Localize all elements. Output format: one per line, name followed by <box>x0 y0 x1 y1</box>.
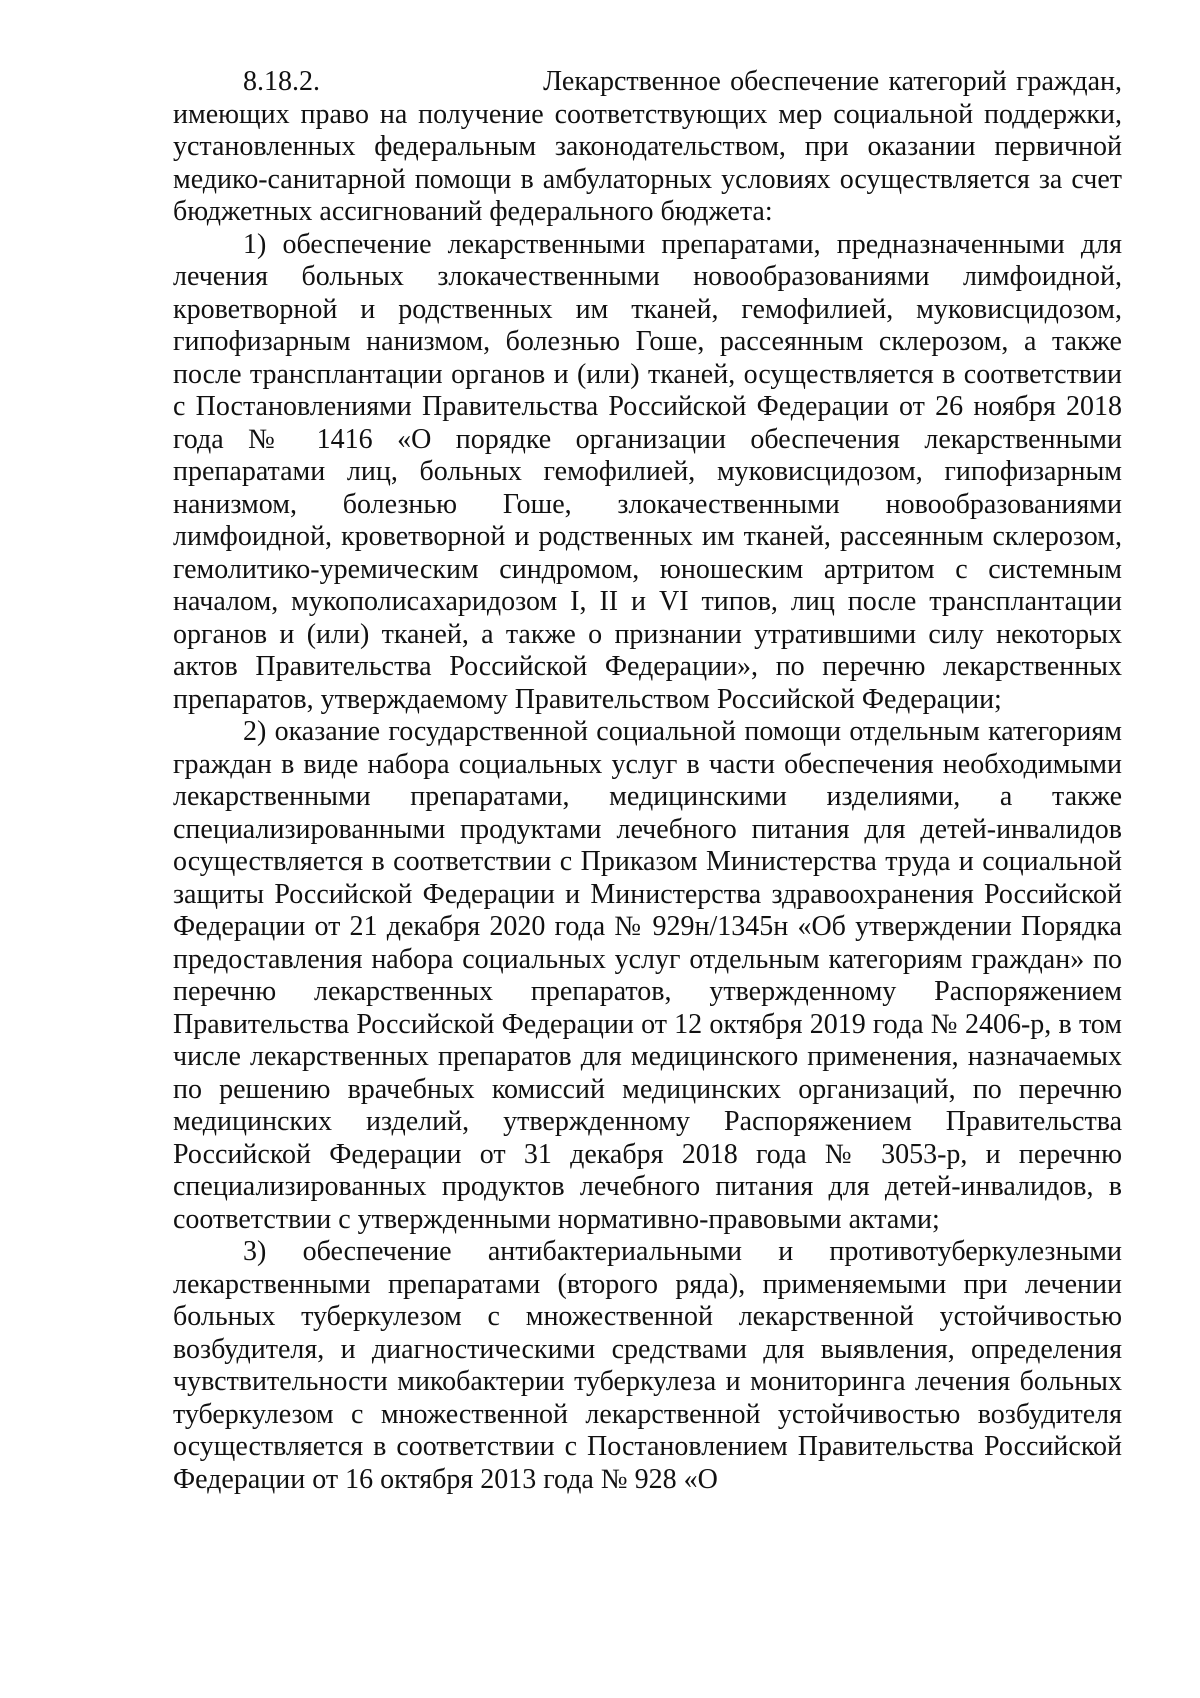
paragraph-item-1: 1) обеспечение лекарственными препаратами, предназначенными для лечения больных злокачественными новообразованиями лимфоидной, кроветворной и родственных им тканей, гемофилией, муковисцидозом, гипофизарным нанизмом, болезнью Гоше, рассеянным склерозом, а также после трансплантации органов и (или) тканей, осуществляется в соответствии с Постановлениями Правительства Российской Федерации от 26 ноября 2018 года № 1416 «О порядке организации обеспечения лекарственными препаратами лиц, больных гемофилией, муковисцидозом, гипофизарным нанизмом, болезнью Гоше, злокачественными новообразованиями лимфоидной, кроветворной и родственных им тканей, рассеянным склерозом, гемолитико-уремическим синдромом, юношеским артритом с системным началом, мукополисахаридозом I, II и VI типов, лиц после трансплантации органов и (или) тканей, а также о признании утратившими силу некоторых актов Правительства Российской Федерации», по перечню лекарственных препаратов, утверждаемому Правительством Российской Федерации; <box>173 228 1122 715</box>
document-body <box>173 66 1122 1496</box>
paragraph-item-2: 2) оказание государственной социальной помощи отдельным категориям граждан в виде набора социальных услуг в части обеспечения необходимыми лекарственными препаратами, медицинскими изделиями, а также специализированными продуктами лечебного питания для детей-инвалидов осуществляется в соответствии с Приказом Министерства труда и социальной защиты Российской Федерации и Министерства здравоохранения Российской Федерации от 21 декабря 2020 года № 929н/1345н «Об утверждении Порядка предоставления набора социальных услуг отдельным категориям граждан» по перечню лекарственных препаратов, утвержденному Распоряжением Правительства Российской Федерации от 12 октября 2019 года № 2406-р, в том числе лекарственных препаратов для медицинского применения, назначаемых по решению врачебных комиссий медицинских организаций, по перечню медицинских изделий, утвержденному Распоряжением Правительства Российской Федерации от 31 декабря 2018 года № 3053-р, и перечню специализированных продуктов лечебного питания для детей-инвалидов, в соответствии с утвержденными нормативно-правовыми актами; <box>173 716 1122 1235</box>
paragraph-8-18-2: 8.18.2. Лекарственное обеспечение категорий граждан, имеющих право на получение соответствующих мер социальной поддержки, установленных федеральным законодательством, при оказании первичной медико-санитарной помощи в амбулаторных условиях осуществляется за счет бюджетных ассигнований федерального бюджета: <box>173 66 1122 227</box>
paragraph-item-3: 3) обеспечение антибактериальными и противотуберкулезными лекарственными препаратами (второго ряда), применяемыми при лечении больных туберкулезом с множественной лекарственной устойчивостью возбудителя, и диагностическими средствами для выявления, определения чувствительности микобактерии туберкулеза и мониторинга лечения больных туберкулезом с множественной лекарственной устойчивостью возбудителя осуществляется в соответствии с Постановлением Правительства Российской Федерации от 16 октября 2013 года № 928 «О <box>173 1236 1122 1495</box>
